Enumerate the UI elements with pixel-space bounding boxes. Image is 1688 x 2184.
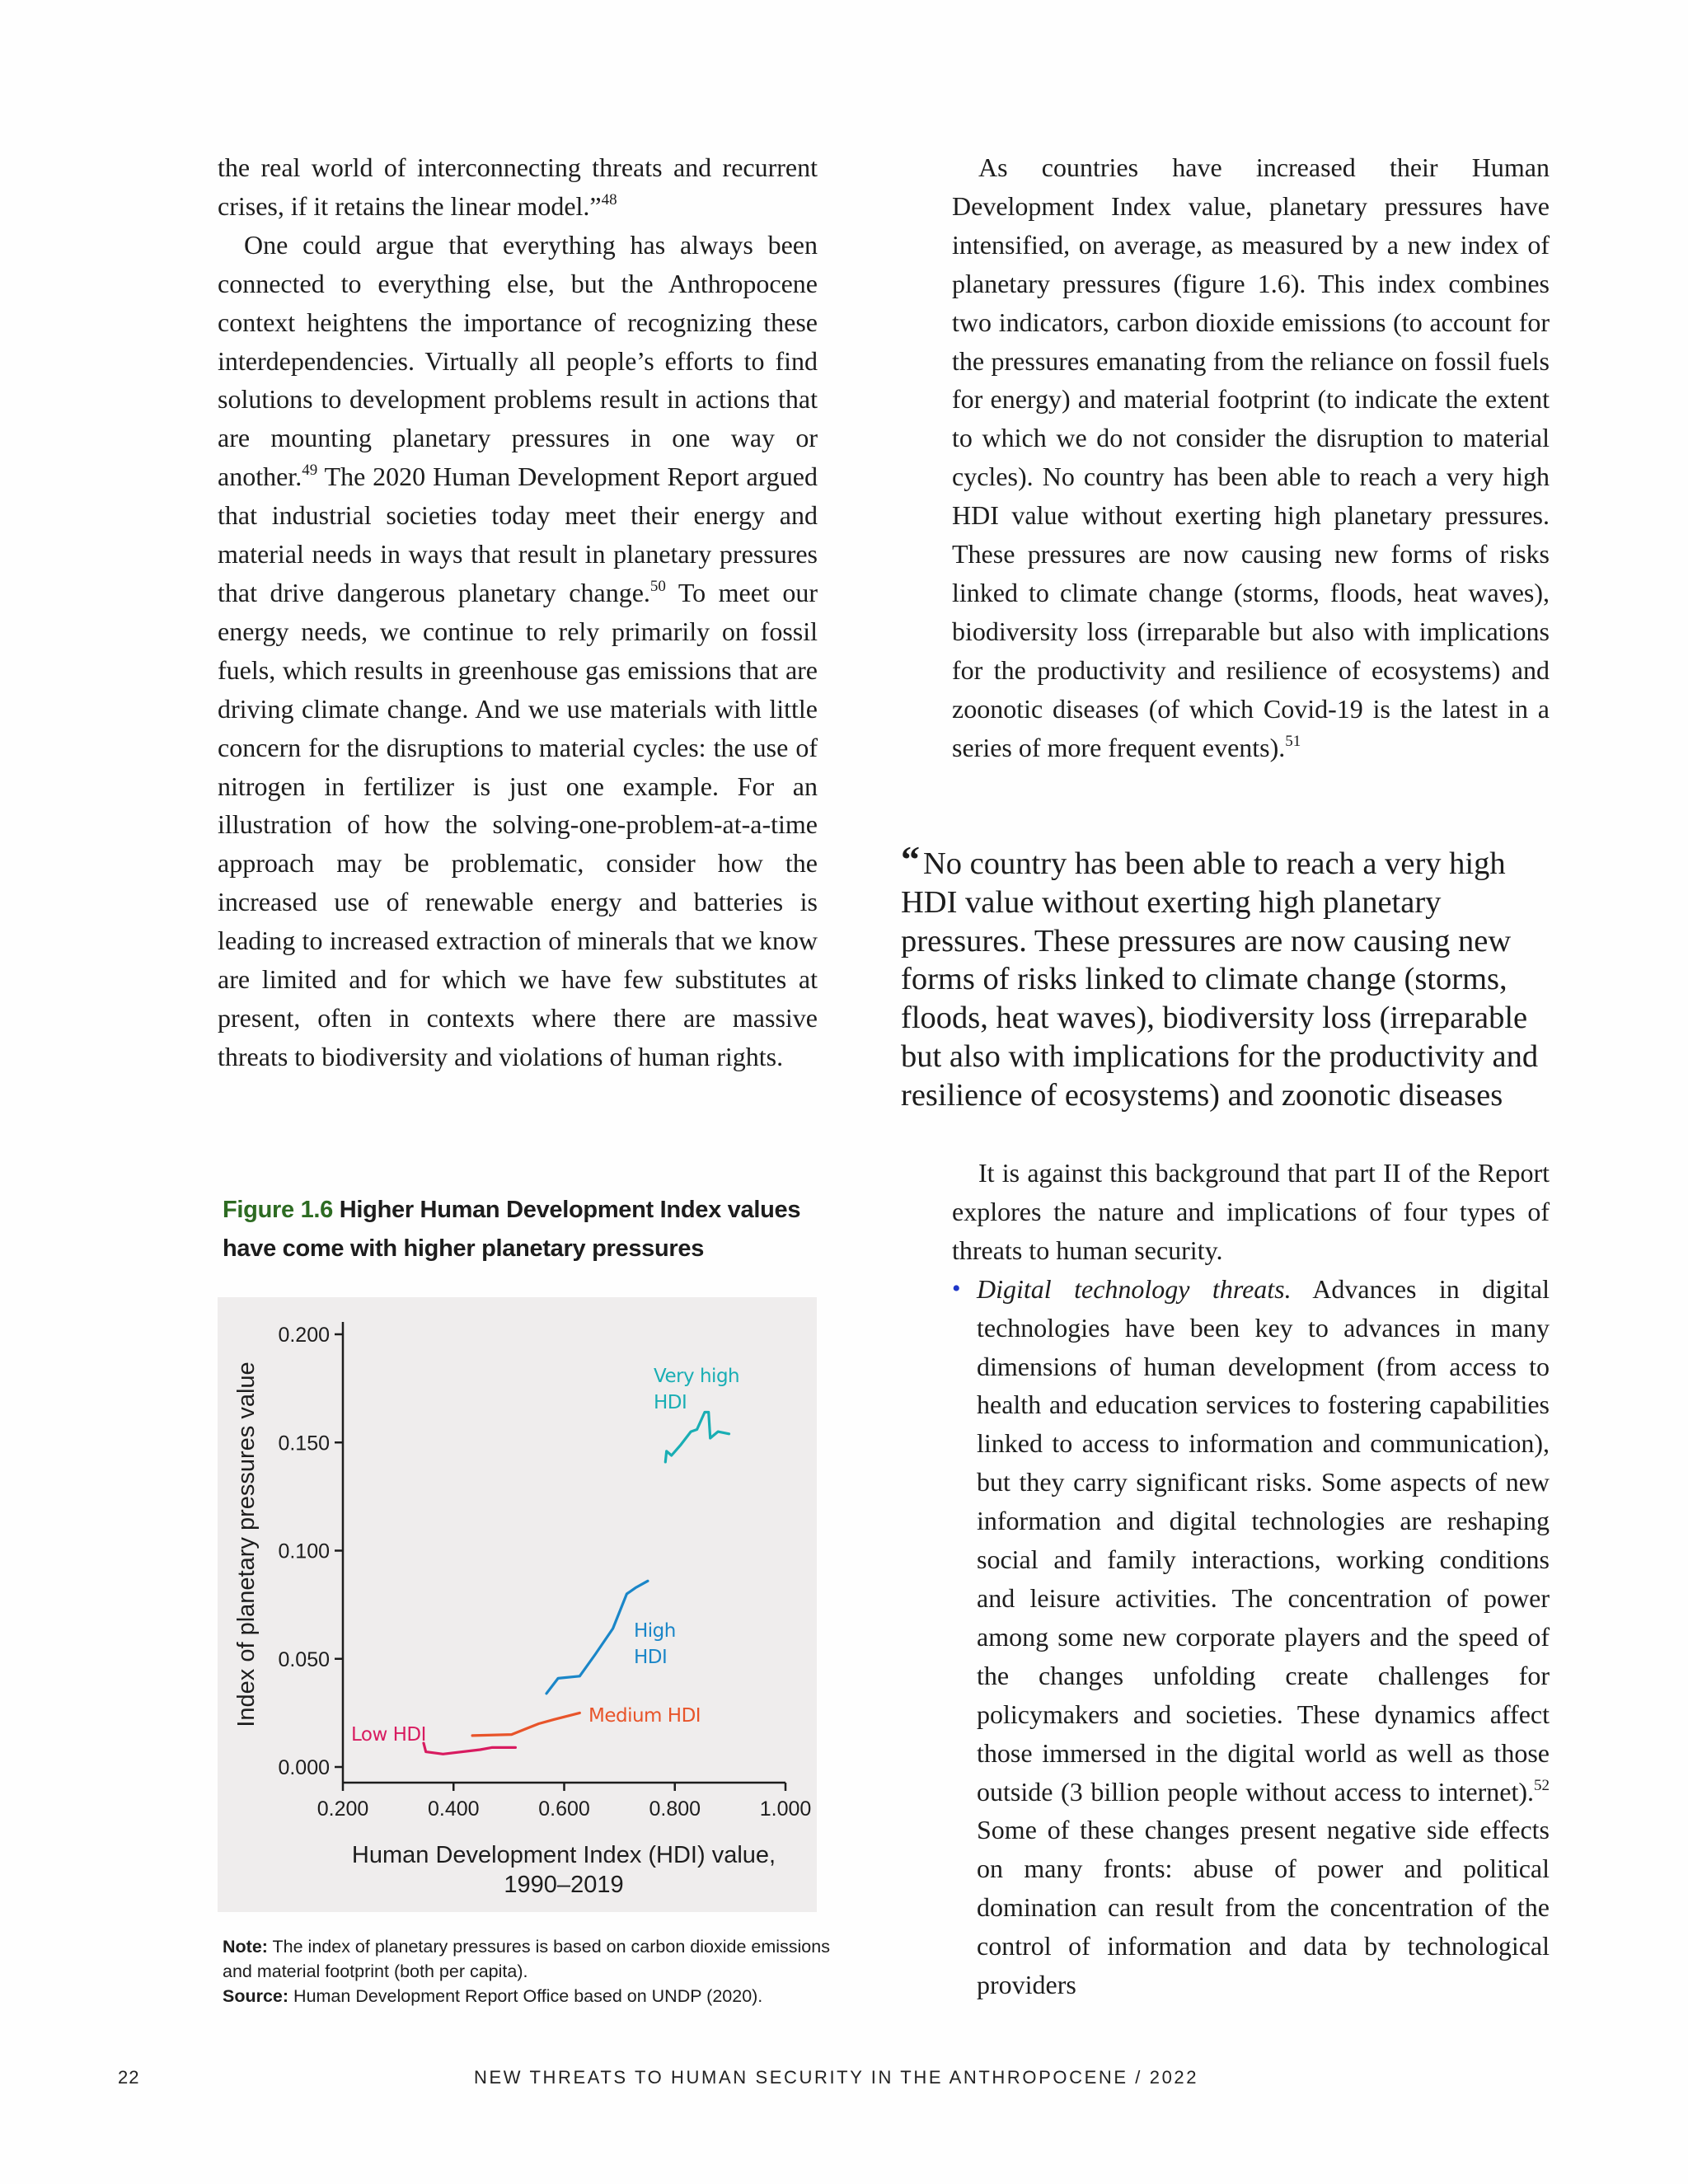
quote-mark-icon: “ [901,838,920,880]
chart-axes [233,1322,811,1898]
figure-title [223,1191,832,1268]
paragraph-text: the real world of interconnecting threats and recurrent crises, if it retains the linear model.” [218,152,818,221]
x-tick-label: 0.400 [427,1797,480,1821]
y-tick-label: 0.150 [278,1432,330,1455]
footnote-ref[interactable]: 51 [1285,732,1301,750]
bullet-item [952,1270,1550,2004]
source-label: Source: [223,1986,289,2006]
series-label: Medium HDI [588,1705,701,1727]
chart-labels [351,1366,739,1746]
series-label: HDI [654,1392,687,1413]
y-tick-label: 0.200 [278,1324,330,1347]
x-tick-label: 1.000 [759,1797,812,1821]
running-title: NEW THREATS TO HUMAN SECURITY IN THE ANTHROPOCENE / 2022 [474,2067,1199,2088]
bullet-text: Advances in digital technologies have been key to advances in many dimensions of human development (from access to health and education services to fostering capabilities linked to access to information and communication), but they carry significant risks. Some aspects of new information and digital technologies are reshaping social and family interactions, working conditions and leisure activities. The concentration of power among some new corporate players and the speed of the changes unfolding create challenges for policymakers and societies. These dynamics affect those immersed in the digital world as well as those outside (3 billion people without access to internet). [977,1273,1550,1807]
source-text: Human Development Report Office based on UNDP (2020). [288,1986,763,2006]
y-axis-label: Index of planetary pressures value [233,1361,260,1727]
series-line-very-high-hdi [665,1413,729,1462]
paragraph-text: As countries have increased their Human Development Index value, planetary pressures have intensified, on average, as measured by a new index of planetary pressures (figure 1.6). This index combines two indicators, carbon dioxide emissions (to account for the pressures emanating from the reliance on fossil fuels for energy) and material footprint (to indicate the extent to which we do not consider the disruption to material cycles). No country has been able to reach a very high HDI value without exerting high planetary pressures. These pressures are now causing new forms of risks linked to climate change (storms, floods, heat waves), biodiversity loss (irreparable but also with implications for the productivity and resilience of ecosystems) and zoonotic diseases (of which Covid-19 is the latest in a series of more frequent events). [952,152,1550,762]
series-label: Low HDI [351,1724,426,1746]
paragraph-text: One could argue that everything has always been connected to everything else, but the Anthropocene context heightens the importance of recognizing these interdependencies. Virtually all people’s efforts to find solutions to development problems result in actions that are mounting planetary pressures in one way or another. [218,229,818,492]
x-tick-label: 0.200 [316,1797,369,1821]
note-line [223,1934,832,1984]
bullet-text: Some of these changes present negative side effects on many fronts: abuse of power and political domination can result from the concentration of the control of information and data by technological providers [977,1815,1550,2000]
paragraph-text: It is against this background that part II of the Report explores the nature and implications of four types of threats to human security. [952,1158,1550,1265]
series-line-low-hdi [424,1743,515,1754]
page-number: 22 [118,2067,140,2088]
footnote-ref[interactable]: 52 [1534,1776,1550,1794]
pull-quote-text: No country has been able to reach a very high HDI value without exerting high planetary pressures. These pressures are now causing new forms of risks linked to climate change (storms, floods, heat waves), biodiversity loss (irreparable but also with implications for the productivity and resilience of ecosystems) and zoonotic diseases [901,846,1539,1113]
note-label: Note: [223,1937,268,1957]
line-chart [218,1297,817,1912]
footnote-ref[interactable]: 48 [601,190,617,209]
chart-panel [218,1297,817,1912]
x-tick-label: 0.800 [649,1797,701,1821]
chart-series [424,1413,729,1755]
figure-title-text: Higher Human Development Index values have come with higher planetary pressures [223,1197,801,1262]
paragraph [218,148,818,226]
figure-note [223,1934,832,2008]
bullet-icon: • [952,1274,961,1302]
source-line [223,1984,832,2008]
note-text: The index of planetary pressures is based on carbon dioxide emissions and material footprint (both per capita). [223,1937,830,1981]
figure-number: Figure 1.6 [223,1197,333,1223]
paragraph [952,148,1550,767]
y-tick-label: 0.100 [278,1540,330,1563]
footnote-ref[interactable]: 50 [649,577,666,595]
x-tick-label: 0.600 [538,1797,590,1821]
left-column [218,148,818,1076]
x-axis-label: Human Development Index (HDI) value, [351,1842,776,1868]
y-tick-label: 0.000 [278,1756,330,1779]
x-axis-label: 1990–2019 [504,1872,624,1898]
paragraph [952,1154,1550,1270]
series-label: High [634,1620,676,1642]
paragraph-text: The 2020 Human Development Report argued that industrial societies today meet their energy and material needs in ways that result in planetary pressures that drive dangerous planetary change. [218,462,818,607]
pull-quote [901,838,1560,1115]
y-tick-label: 0.050 [278,1647,330,1671]
series-line-high-hdi [546,1581,648,1694]
paragraph-text: To meet our energy needs, we continue to rely primarily on fossil fuels, which results in greenhouse gas emissions that are driving climate change. And we use materials with little concern for the disruptions to material cycles: the use of nitrogen in fertilizer is just one example. For an illustration of how the solving-one-problem-at-a-time approach may be problematic, consider how the increased use of renewable energy and batteries is leading to increased extraction of minerals that we know are limited and for which we have few substitutes at present, often in contexts where there are massive threats to biodiversity and violations of human rights. [218,577,818,1071]
right-column [952,148,1550,767]
right-column-continued [952,1154,1550,2004]
series-line-medium-hdi [472,1713,579,1736]
series-label: Very high [654,1366,740,1387]
series-label: HDI [634,1647,668,1668]
bullet-title: Digital technology threats. [977,1273,1292,1304]
paragraph [218,226,818,1076]
footnote-ref[interactable]: 49 [302,462,318,480]
